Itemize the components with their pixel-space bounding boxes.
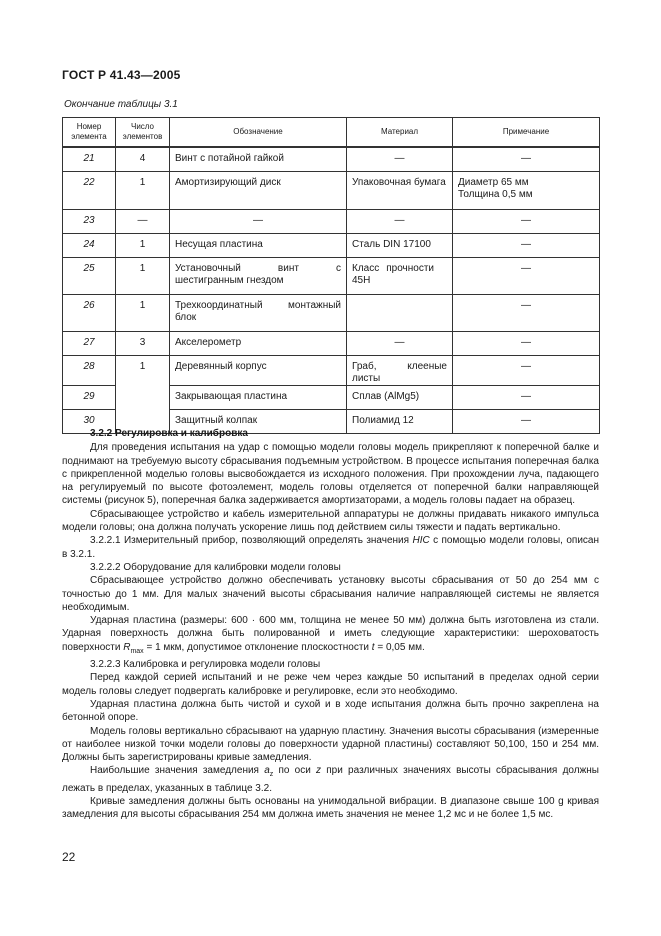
row-material <box>347 294 453 331</box>
row-designation: Установочный винт с шестигранным гнездом <box>170 257 347 294</box>
row-designation: Акселерометр <box>170 331 347 355</box>
row-number: 26 <box>63 294 116 331</box>
row-count: 1 <box>116 171 170 209</box>
paragraph: Кривые замедления должны быть основаны на унимодальной вибрации. В диапазоне свыше 100 g кривая замедления для высоты сбрасывания 254 мм должна иметь значения не менее 1,2 мс и не более 1,5 мс. <box>62 796 599 821</box>
row-count: 1 <box>116 257 170 294</box>
row-designation: Деревянный корпус <box>170 355 347 385</box>
symbol-t: t <box>371 641 375 653</box>
body-text <box>62 427 599 822</box>
row-number: 23 <box>63 209 116 233</box>
text-span: Наибольшие значения замедления <box>90 765 265 777</box>
text-span: по оси <box>273 765 317 777</box>
row-material: Сплав (AlMg5) <box>347 385 453 409</box>
row-designation: Трехкоординатный монтажный блок <box>170 294 347 331</box>
row-designation: Амортизирующий диск <box>170 171 347 209</box>
subscript-z: z <box>269 771 274 779</box>
row-number: 24 <box>63 233 116 257</box>
row-count-merged: 1 <box>116 355 170 433</box>
row-material: Граб, клееные листы <box>347 355 453 385</box>
row-note: — <box>453 294 600 331</box>
paragraph <box>62 764 599 795</box>
table-row <box>63 355 600 385</box>
row-number: 29 <box>63 385 116 409</box>
table-row <box>63 147 600 171</box>
row-number: 25 <box>63 257 116 294</box>
paragraph: Перед каждой серией испытаний и не реже чем через каждые 50 испытаний в пределах одной серии модель головы следует подвергать калибровке и регулировке, если это необходимо. <box>62 672 599 697</box>
column-header-number: Номер элемента <box>63 118 116 148</box>
table-row <box>63 209 600 233</box>
components-table <box>62 117 600 434</box>
row-number: 27 <box>63 331 116 355</box>
paragraph: Сбрасывающее устройство должно обеспечивать установку высоты сбрасывания от 50 до 254 мм с точностью до 1 мм. Для малых значений высоты сбрасывания наличие направляющей системы не является необходимым. <box>62 575 599 613</box>
row-note: — <box>453 147 600 171</box>
paragraph <box>62 534 599 561</box>
table-header-row <box>63 118 600 148</box>
row-number: 21 <box>63 147 116 171</box>
text-span: = 1 мкм, допустимое отклонение плоскостности <box>143 641 372 653</box>
row-designation: Несущая пластина <box>170 233 347 257</box>
paragraph: Ударная пластина должна быть чистой и сухой и в ходе испытания должна быть прочно закреплена на бетонной опоре. <box>62 698 599 724</box>
subsection-heading: 3.2.2.2 Оборудование для калибровки модели головы <box>90 561 341 573</box>
row-count: 4 <box>116 147 170 171</box>
row-material: Сталь DIN 17100 <box>347 233 453 257</box>
row-note-text: Диаметр 65 мм Толщина 0,5 мм <box>458 176 533 200</box>
row-note: — <box>453 233 600 257</box>
row-note: — <box>453 209 600 233</box>
row-count: 3 <box>116 331 170 355</box>
text-span: с помощью модели головы, описан в 3.2.1. <box>62 535 599 560</box>
symbol-r: R <box>123 641 131 653</box>
row-designation: — <box>170 209 347 233</box>
row-designation: Закрывающая пластина <box>170 385 347 409</box>
paragraph: Модель головы вертикально сбрасывают на ударную пластину. Значения высоты сбрасывания (измеренные от наиболее низкой точки модели головы до поверхности ударной пластины) составляют 50,100, 150 и 254 мм. Должны быть зарегистрированы кривые замедления. <box>62 725 599 764</box>
page-number: 22 <box>62 850 76 864</box>
row-material: Упаковочная бумага <box>347 171 453 209</box>
row-note: — <box>453 355 600 385</box>
symbol-z: z <box>316 765 322 777</box>
paragraph: Сбрасывающее устройство и кабель измерительной аппаратуры не должны придавать никакого импульса модели головы; она должна получать ускорение лишь под действием силы тяжести и падать вертикально. <box>62 508 599 534</box>
row-material: — <box>347 147 453 171</box>
table-row <box>63 331 600 355</box>
column-header-material: Материал <box>347 118 453 148</box>
table-row <box>63 294 600 331</box>
row-note: — <box>453 409 600 433</box>
column-header-count: Число элементов <box>116 118 170 148</box>
row-material <box>347 257 453 294</box>
row-material-text: Класс прочности 45Н <box>352 262 434 286</box>
row-count: 1 <box>116 233 170 257</box>
document-header: ГОСТ Р 41.43—2005 <box>62 68 181 82</box>
row-note <box>453 171 600 209</box>
column-header-designation: Обозначение <box>170 118 347 148</box>
subscript-max: max <box>130 647 144 655</box>
hic-term: HIC <box>412 535 430 547</box>
subsection-heading: 3.2.2.3 Калибровка и регулировка модели головы <box>90 659 321 671</box>
table-caption: Окончание таблицы 3.1 <box>64 99 178 110</box>
table-row <box>63 171 600 209</box>
row-material: — <box>347 209 453 233</box>
text-span: Ударная пластина (размеры: 600 · 600 мм, толщина не менее 50 мм) должна быть изготовлена из стали. Ударная поверхность должна быть полированной и иметь следующие характеристики: шероховатость поверхности <box>62 615 599 653</box>
table-row <box>63 233 600 257</box>
symbol-a: a <box>264 765 270 777</box>
text-span: = 0,05 мм. <box>374 641 425 653</box>
row-material: Полиамид 12 <box>347 409 453 433</box>
row-note: — <box>453 385 600 409</box>
paragraph: Для проведения испытания на удар с помощью модели головы модель прикрепляют к поперечной балке и поднимают на требуемую высоту сбрасывания подъемным устройством. В процессе испытания поперечная балка с прикрепленной моделью головы высвобождается из исходного положения. При прохождении луча, падающего на регулируемый по высоте фотоэлемент, модель головы отделяется от поперечной балки направляющей системы (рисунок 5), поперечная балка задерживается амортизаторами, а модель головы падает на образец. <box>62 442 599 507</box>
paragraph <box>62 614 599 658</box>
row-number: 30 <box>63 409 116 433</box>
row-note: — <box>453 331 600 355</box>
section-heading: 3.2.2 Регулировка и калибровка <box>90 428 248 439</box>
row-designation: Винт с потайной гайкой <box>170 147 347 171</box>
table-row <box>63 257 600 294</box>
text-span: при различных значениях высоты сбрасывания должны лежать в пределах, указанных в таблице 3.2. <box>62 765 599 794</box>
text-span: 3.2.2.1 Измерительный прибор, позволяющий определять значения <box>90 535 413 547</box>
row-number: 22 <box>63 171 116 209</box>
row-note: — <box>453 257 600 294</box>
row-count: — <box>116 209 170 233</box>
row-count: 1 <box>116 294 170 331</box>
row-designation: Защитный колпак <box>170 409 347 433</box>
row-material: — <box>347 331 453 355</box>
row-number: 28 <box>63 355 116 385</box>
column-header-note: Примечание <box>453 118 600 148</box>
